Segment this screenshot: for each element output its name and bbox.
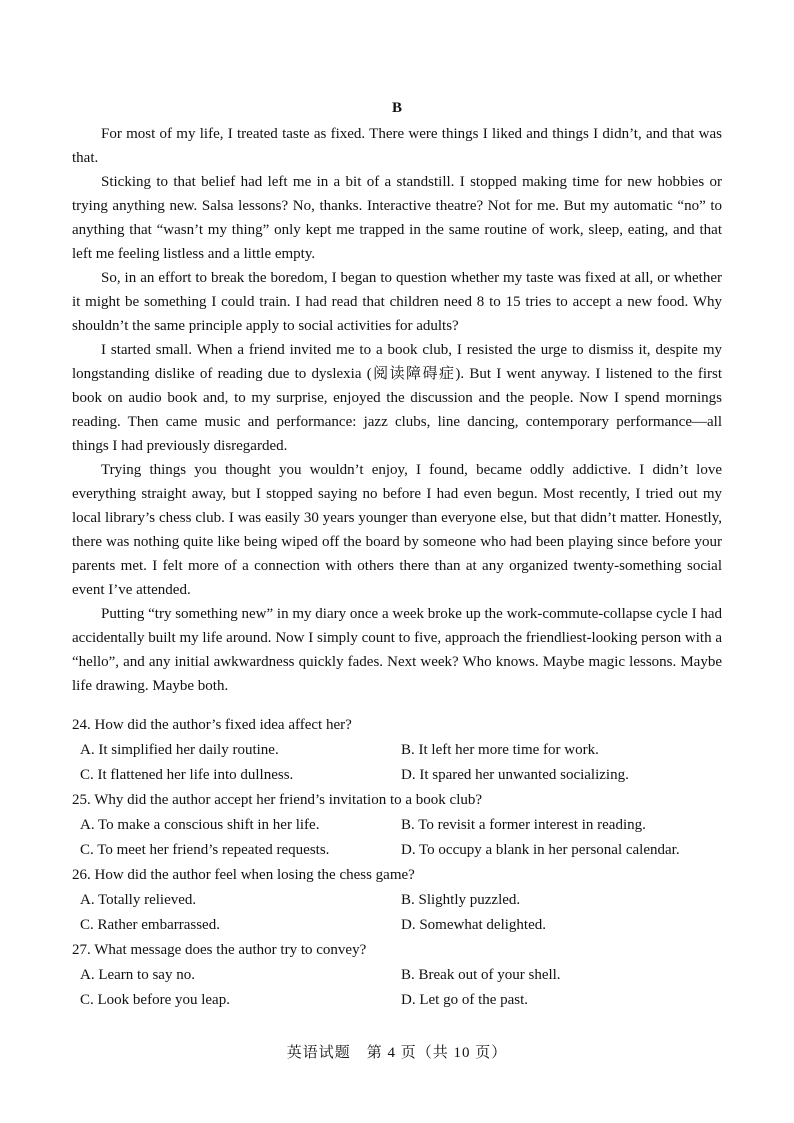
option-c: C. Rather embarrassed. — [80, 917, 220, 933]
option-b: B. It left her more time for work. — [401, 742, 599, 758]
option-row — [72, 813, 722, 838]
option-a: A. Learn to say no. — [80, 967, 195, 983]
section-label: B — [391, 100, 402, 116]
question-26 — [72, 863, 722, 938]
option-d: D. It spared her unwanted socializing. — [401, 767, 629, 783]
passage-paragraph: So, in an effort to break the boredom, I began to question whether my taste was fixed at all, or whether it might be something I could train. I had read that children need 8 to 15 tries to accept a new food. Why shouldn’t the same principle apply to social activities for adults? — [72, 270, 722, 334]
option-c: C. Look before you leap. — [80, 992, 230, 1008]
passage-paragraph: Sticking to that belief had left me in a bit of a standstill. I stopped making time for new hobbies or trying anything new. Salsa lessons? No, thanks. Interactive theatre? Not for me. But my automatic “no” to anything that “wasn’t my thing” only kept me trapped in the same routine of work, sleep, eating, and that left me feeling listless and a little empty. — [72, 174, 722, 262]
option-row — [72, 913, 722, 938]
option-row — [72, 738, 722, 763]
question-27 — [72, 938, 722, 1013]
passage-paragraph: Putting “try something new” in my diary once a week broke up the work-commute-collapse cycle I had accidentally built my life around. Now I simply count to five, approach the friendliest-looking person with a “hello”, and any initial awkwardness quickly fades. Next week? Who knows. Maybe magic lessons. Maybe life drawing. Maybe both. — [72, 606, 722, 694]
option-row — [72, 838, 722, 863]
option-d: D. Somewhat delighted. — [401, 917, 546, 933]
question-stem: 26. How did the author feel when losing the chess game? — [72, 867, 415, 883]
question-25 — [72, 788, 722, 863]
question-stem: 24. How did the author’s fixed idea affect her? — [72, 717, 352, 733]
question-stem: 27. What message does the author try to convey? — [72, 942, 367, 958]
option-b: B. To revisit a former interest in reading. — [401, 817, 646, 833]
option-b: B. Slightly puzzled. — [401, 892, 521, 908]
option-d: D. To occupy a blank in her personal calendar. — [401, 842, 680, 858]
page-footer: 英语试题 第 4 页（共 10 页） — [286, 1045, 508, 1061]
option-row — [72, 963, 722, 988]
passage-body — [72, 122, 722, 698]
option-b: B. Break out of your shell. — [401, 967, 561, 983]
option-a: A. Totally relieved. — [80, 892, 197, 908]
question-list — [72, 713, 722, 1013]
option-c: C. It flattened her life into dullness. — [80, 767, 294, 783]
question-24 — [72, 713, 722, 788]
passage-paragraph: Trying things you thought you wouldn’t enjoy, I found, became oddly addictive. I didn’t love everything straight away, but I stopped saying no before I had even begun. Most recently, I tried out my local library’s chess club. I was easily 30 years younger than everyone else, but that didn’t matter. Honestly, there was nothing quite like being wiped off the board by someone who had been playing since before your parents met. I felt more of a connection with others there than at any organized twenty-something social event I’ve attended. — [72, 462, 722, 598]
passage-paragraph: For most of my life, I treated taste as fixed. There were things I liked and things I didn’t, and that was that. — [72, 126, 722, 166]
option-row — [72, 988, 722, 1013]
option-a: A. To make a conscious shift in her life. — [80, 817, 320, 833]
exam-page — [72, 98, 722, 1013]
question-stem: 25. Why did the author accept her friend’s invitation to a book club? — [72, 792, 483, 808]
option-c: C. To meet her friend’s repeated requests. — [80, 842, 330, 858]
option-row — [72, 888, 722, 913]
option-a: A. It simplified her daily routine. — [80, 742, 279, 758]
option-row — [72, 763, 722, 788]
passage-paragraph: I started small. When a friend invited me to a book club, I resisted the urge to dismiss it, despite my longstanding dislike of reading due to dyslexia (阅读障碍症). But I went anyway. I listened to the first book on audio book and, to my surprise, enjoyed the discussion and the people. Now I spend mornings reading. Then came music and performance: jazz clubs, line dancing, contemporary performance—all things I had previously disregarded. — [72, 342, 722, 454]
option-d: D. Let go of the past. — [401, 992, 529, 1008]
